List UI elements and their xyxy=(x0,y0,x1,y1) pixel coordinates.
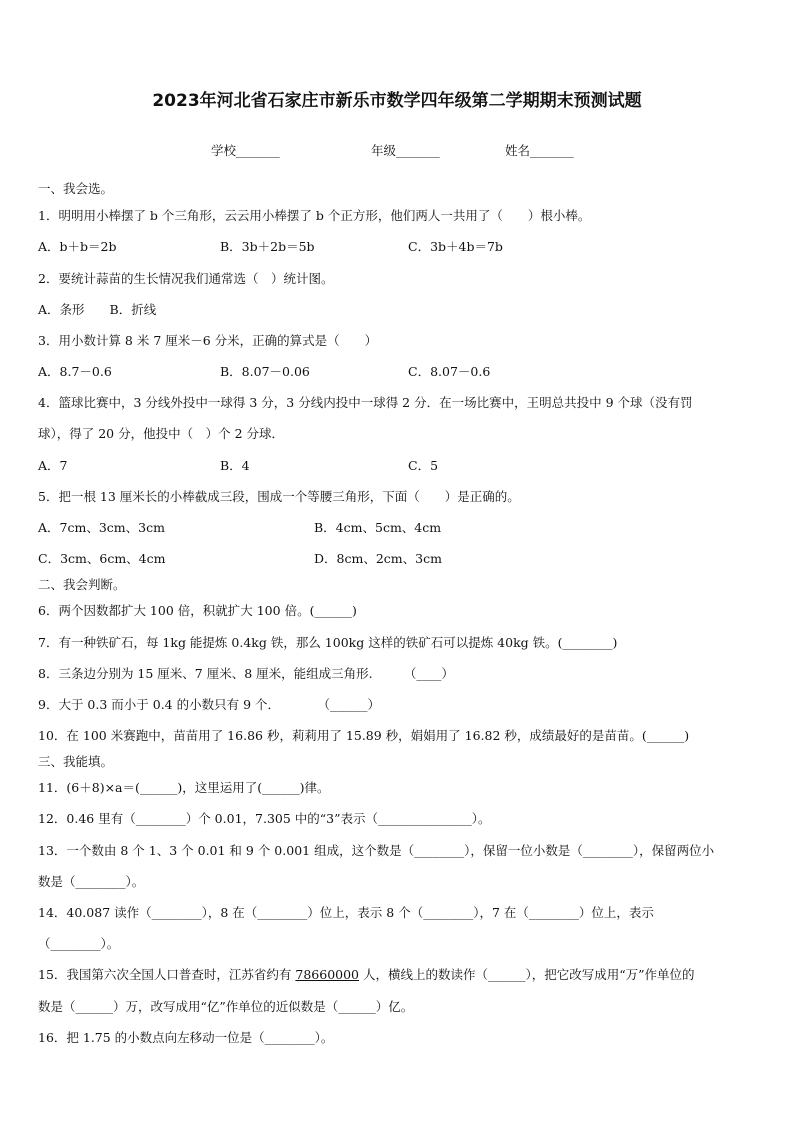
q5-option-b: B．4cm、5cm、4cm xyxy=(314,520,442,535)
question-9: 9．大于 0.3 而小于 0.4 的小数只有 9 个． （______） xyxy=(38,697,381,712)
name-field[interactable]: 姓名_______ xyxy=(505,143,574,158)
q15-text-a: 15．我国第六次全国人口普查时，江苏省约有 xyxy=(38,967,296,982)
question-10: 10．在 100 米赛跑中，苗苗用了 16.86 秒，莉莉用了 15.89 秒，娟娟用了 16.82 秒，成绩最好的是苗苗。(______) xyxy=(38,728,690,743)
section-heading-1: 一、我会选。 xyxy=(38,181,114,196)
q15-text-b: 人，横线上的数读作（______），把它改写成用“万”作单位的 xyxy=(359,967,695,982)
question-11: 11．(6＋8)×a＝(______)，这里运用了(______)律。 xyxy=(38,780,330,795)
question-2: 2．要统计蒜苗的生长情况我们通常选（ ）统计图。 xyxy=(38,271,334,286)
question-5: 5．把一根 13 厘米长的小棒截成三段，围成一个等腰三角形，下面（ ）是正确的。 xyxy=(38,489,520,504)
question-15-line-2: 数是（______）万，改写成用“亿”作单位的近似数是（______）亿。 xyxy=(38,999,414,1014)
question-7: 7．有一种铁矿石，每 1kg 能提炼 0.4kg 铁，那么 100kg 这样的铁矿石可以提炼 40kg 铁。(________) xyxy=(38,635,618,650)
q5-option-c: C．3cm、6cm、4cm xyxy=(38,551,166,566)
question-14-line-1: 14．40.087 读作（________），8 在（________）位上，表示 8 个（________），7 在（________）位上，表示 xyxy=(38,905,654,920)
question-14-line-2: （________）。 xyxy=(38,936,120,951)
q3-option-a: A．8.7－0.6 xyxy=(38,364,112,379)
q5-option-a: A．7cm、3cm、3cm xyxy=(38,520,165,535)
page-title: 2023年河北省石家庄市新乐市数学四年级第二学期期末预测试题 xyxy=(152,91,642,111)
question-12: 12．0.46 里有（________）个 0.01，7.305 中的“3”表示（_______________）。 xyxy=(38,811,491,826)
question-13-line-2: 数是（________）。 xyxy=(38,874,145,889)
q3-option-c: C．8.07－0.6 xyxy=(408,364,491,379)
question-4-line-1: 4．篮球比赛中，3 分线外投中一球得 3 分，3 分线内投中一球得 2 分．在一场比赛中，王明总共投中 9 个球（没有罚 xyxy=(38,395,693,410)
q4-option-a: A．7 xyxy=(38,458,68,473)
section-heading-2: 二、我会判断。 xyxy=(38,577,126,592)
grade-field[interactable]: 年级_______ xyxy=(371,143,440,158)
q1-option-c: C．3b＋4b＝7b xyxy=(408,239,503,254)
q5-option-d: D．8cm、2cm、3cm xyxy=(314,551,442,566)
question-3: 3．用小数计算 8 米 7 厘米－6 分米，正确的算式是（ ） xyxy=(38,333,378,348)
q2-options: A．条形 B．折线 xyxy=(38,302,157,317)
q1-option-b: B．3b＋2b＝5b xyxy=(220,239,315,254)
school-field[interactable]: 学校_______ xyxy=(211,143,280,158)
question-4-line-2: 球），得了 20 分，他投中（ ）个 2 分球． xyxy=(38,426,285,441)
question-8: 8．三条边分别为 15 厘米、7 厘米、8 厘米，能组成三角形. （____） xyxy=(38,666,454,681)
q15-population-number: 78660000 xyxy=(295,967,360,982)
q1-option-a: A．b＋b＝2b xyxy=(38,239,117,254)
question-16: 16．把 1.75 的小数点向左移动一位是（________）。 xyxy=(38,1030,334,1045)
section-heading-3: 三、我能填。 xyxy=(38,754,114,769)
question-13-line-1: 13．一个数由 8 个 1、3 个 0.01 和 9 个 0.001 组成，这个数是（________），保留一位小数是（________），保留两位小 xyxy=(38,843,715,858)
question-6: 6．两个因数都扩大 100 倍，积就扩大 100 倍。(______) xyxy=(38,603,357,618)
q3-option-b: B．8.07－0.06 xyxy=(220,364,310,379)
question-1: 1．明明用小棒摆了 b 个三角形，云云用小棒摆了 b 个正方形，他们两人一共用了（ ）根小棒。 xyxy=(38,208,591,223)
question-15-line-1 xyxy=(38,967,695,983)
q4-option-b: B．4 xyxy=(220,458,250,473)
q4-option-c: C．5 xyxy=(408,458,439,473)
